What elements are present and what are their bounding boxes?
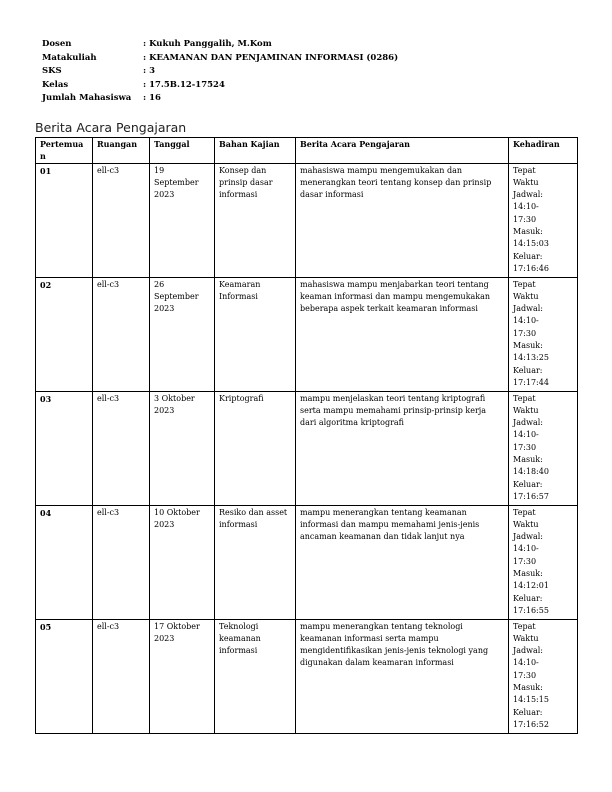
topic-cell: Teknologi keamanan informasi	[215, 619, 296, 733]
meeting-number-cell: 04	[36, 505, 93, 619]
attendance-cell	[509, 163, 578, 277]
table-row	[36, 391, 578, 505]
column-header: Ruangan	[93, 138, 150, 164]
meeting-number-cell: 05	[36, 619, 93, 733]
meta-value: : 3	[143, 66, 156, 76]
attendance-line: 14:10-	[513, 316, 539, 326]
meeting-number-cell: 02	[36, 277, 93, 391]
column-header: Kehadiran	[509, 138, 578, 164]
room-cell: ell-c3	[93, 505, 150, 619]
attendance-line: Keluar:	[513, 365, 543, 375]
attendance-line: 14:10-	[513, 544, 539, 554]
meta-value: : 16	[143, 93, 161, 103]
attendance-line: 17:30	[513, 670, 537, 680]
attendance-line: Masuk:	[513, 569, 543, 579]
attendance-cell	[509, 619, 578, 733]
attendance-line: Masuk:	[513, 341, 543, 351]
date-cell: 3 Oktober 2023	[150, 391, 215, 505]
meta-label: Matakuliah	[42, 52, 97, 63]
column-header: Berita Acara Pengajaran	[296, 138, 509, 164]
attendance-line: 17:17:44	[513, 377, 549, 387]
attendance-line: Jadwal:	[513, 190, 543, 200]
attendance-line: Waktu	[513, 177, 539, 187]
meta-value: : Kukuh Panggalih, M.Kom	[143, 39, 272, 49]
attendance-line: Waktu	[513, 633, 539, 643]
table-header-row	[36, 138, 578, 164]
table-row	[36, 619, 578, 733]
attendance-line: 17:30	[513, 442, 537, 452]
section-title: Berita Acara Pengajaran	[35, 120, 187, 135]
attendance-line: Keluar:	[513, 479, 543, 489]
meta-label: Jumlah Mahasiswa	[42, 93, 132, 103]
topic-cell: Keamaran Informasi	[215, 277, 296, 391]
date-cell: 26 September 2023	[150, 277, 215, 391]
meta-row-kelas	[42, 79, 398, 93]
meta-label: Dosen	[42, 39, 72, 49]
meta-label: Kelas	[42, 79, 69, 90]
attendance-line: Jadwal:	[513, 532, 543, 542]
teaching-record-table	[35, 137, 578, 734]
report-cell: mampu menerangkan tentang teknologi keamanan informasi serta mampu mengidentifikasikan jenis-jenis teknologi yang digunakan dalam keamaran informasi	[296, 619, 509, 733]
attendance-line: Jadwal:	[513, 418, 543, 428]
attendance-line: 17:30	[513, 214, 537, 224]
report-cell: mampu menerangkan tentang keamanan informasi dan mampu memahami jenis-jenis ancaman keamanan dan tidak lanjut nya	[296, 505, 509, 619]
attendance-line: Masuk:	[513, 683, 543, 693]
attendance-line: 14:13:25	[513, 353, 549, 363]
attendance-cell	[509, 505, 578, 619]
room-cell: ell-c3	[93, 391, 150, 505]
attendance-line: 17:16:46	[513, 263, 549, 273]
meeting-number-cell: 03	[36, 391, 93, 505]
column-header: Tanggal	[150, 138, 215, 164]
column-header: Pertemuan	[36, 138, 93, 164]
room-cell: ell-c3	[93, 277, 150, 391]
meta-row-dosen	[42, 38, 398, 52]
attendance-line: Keluar:	[513, 251, 543, 261]
date-cell: 19 September 2023	[150, 163, 215, 277]
column-header: Bahan Kajian	[215, 138, 296, 164]
room-cell: ell-c3	[93, 163, 150, 277]
attendance-line: Jadwal:	[513, 304, 543, 314]
report-cell: mampu menjelaskan teori tentang kriptografi serta mampu memahami prinsip-prinsip kerja dari algoritma kriptografi	[296, 391, 509, 505]
meta-row-jumlah-mahasiswa	[42, 92, 398, 106]
attendance-cell	[509, 277, 578, 391]
meta-value: : KEAMANAN DAN PENJAMINAN INFORMASI (0286)	[143, 52, 399, 63]
attendance-line: 14:15:15	[513, 695, 549, 705]
room-cell: ell-c3	[93, 619, 150, 733]
report-cell: mahasiswa mampu mengemukakan dan menerangkan teori tentang konsep dan prinsip dasar informasi	[296, 163, 509, 277]
date-cell: 17 Oktober 2023	[150, 619, 215, 733]
attendance-line: Keluar:	[513, 707, 543, 717]
attendance-line: Waktu	[513, 405, 539, 415]
attendance-line: Keluar:	[513, 593, 543, 603]
attendance-line: 17:16:55	[513, 605, 549, 615]
meeting-number-cell: 01	[36, 163, 93, 277]
attendance-line: 14:18:40	[513, 467, 549, 477]
date-cell: 10 Oktober 2023	[150, 505, 215, 619]
attendance-line: Tepat	[513, 621, 536, 631]
attendance-line: 17:30	[513, 556, 537, 566]
topic-cell: Konsep dan prinsip dasar informasi	[215, 163, 296, 277]
attendance-line: Masuk:	[513, 455, 543, 465]
attendance-line: Waktu	[513, 519, 539, 529]
topic-cell: Resiko dan asset informasi	[215, 505, 296, 619]
meta-row-sks	[42, 65, 398, 79]
attendance-line: Tepat	[513, 165, 536, 175]
attendance-line: 17:30	[513, 328, 537, 338]
table-row	[36, 163, 578, 277]
attendance-line: 17:16:57	[513, 491, 549, 501]
attendance-line: Tepat	[513, 507, 536, 517]
attendance-cell	[509, 391, 578, 505]
attendance-line: Jadwal:	[513, 646, 543, 656]
topic-cell: Kriptografi	[215, 391, 296, 505]
attendance-line: 14:10-	[513, 658, 539, 668]
meta-value: : 17.5B.12-17524	[143, 79, 225, 90]
attendance-line: Waktu	[513, 291, 539, 301]
report-cell: mahasiswa mampu menjabarkan teori tentang keaman informasi dan mampu mengemukakan beberapa aspek terkait keamaran informasi	[296, 277, 509, 391]
meta-row-matakuliah	[42, 52, 398, 66]
attendance-line: 14:12:01	[513, 581, 549, 591]
attendance-line: 17:16:52	[513, 719, 549, 729]
course-info	[42, 38, 398, 106]
meta-label: SKS	[42, 66, 62, 76]
table-row	[36, 505, 578, 619]
attendance-line: 14:15:03	[513, 239, 549, 249]
attendance-line: 14:10-	[513, 202, 539, 212]
table-row	[36, 277, 578, 391]
attendance-line: Tepat	[513, 393, 536, 403]
attendance-line: Masuk:	[513, 227, 543, 237]
attendance-line: Tepat	[513, 279, 536, 289]
attendance-line: 14:10-	[513, 430, 539, 440]
